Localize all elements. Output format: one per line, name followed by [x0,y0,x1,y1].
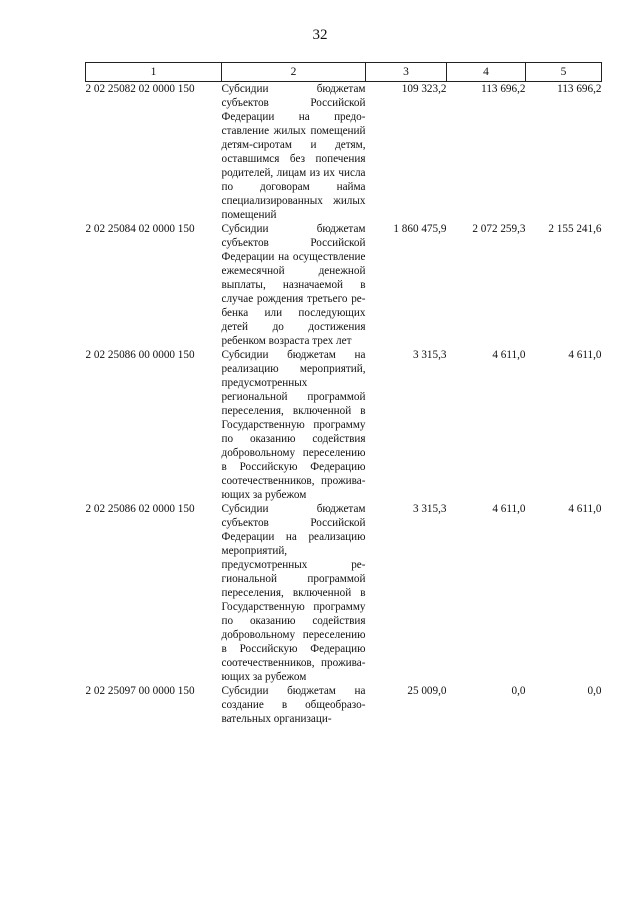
header-col-1: 1 [86,63,222,82]
budget-table [85,62,602,726]
table-row [86,502,602,684]
budget-code: 2 02 25084 02 0000 150 [85,223,195,235]
amount-col-4: 0,0 [511,685,526,697]
table-row [86,222,602,348]
subsidy-description: Субсидии бюджетам на реализацию мероприятий, предусмотренных региональной программой переселения, включенной в Государственную программу по оказанию содействия добровольному переселению в Российскую Федерацию соотечественников, проживающих за рубежом [221,349,366,501]
amount-col-4: 113 696,2 [481,83,526,95]
header-col-4: 4 [447,63,526,82]
header-row [86,63,602,82]
subsidy-description: Субсидии бюджетам субъектов Российской Федерации на реализацию мероприятий, предусмотренных региональной программой переселения, включенной в Государственную программу по оказанию содействия добровольному переселению в Российскую Федерацию соотечественников, проживающих за рубежом [221,503,366,683]
table-row [86,684,602,726]
amount-col-5: 113 696,2 [557,83,602,95]
header-col-3: 3 [366,63,447,82]
table-row [86,82,602,223]
amount-col-4: 2 072 259,3 [472,223,526,235]
amount-col-5: 2 155 241,6 [548,223,602,235]
amount-col-4: 4 611,0 [492,503,526,515]
header-col-5: 5 [526,63,602,82]
amount-col-4: 4 611,0 [492,349,526,361]
amount-col-3: 109 323,2 [401,83,447,95]
amount-col-5: 0,0 [587,685,602,697]
amount-col-3: 1 860 475,9 [393,223,447,235]
amount-col-5: 4 611,0 [568,349,602,361]
table-row [86,348,602,502]
amount-col-5: 4 611,0 [568,503,602,515]
subsidy-description: Субсидии бюджетам субъектов Российской Федерации на осуществление ежемесячной денежной выплаты, назначаемой в случае рождения третьего ребенка или последующих детей до достижения ребенком возраста трех лет [221,223,366,347]
budget-code: 2 02 25086 00 0000 150 [85,349,195,361]
header-col-2: 2 [222,63,366,82]
budget-code: 2 02 25086 02 0000 150 [85,503,195,515]
subsidy-description: Субсидии бюджетам субъектов Российской Федерации на предоставление жилых помещений детям-сиротам и детям, оставшимся без попечения родителей, лицам из их числа по договорам найма специализированных жилых помещений [221,83,366,221]
subsidy-description: Субсидии бюджетам на создание в общеобразовательных организаци- [221,685,366,725]
budget-code: 2 02 25097 00 0000 150 [85,685,195,697]
budget-code: 2 02 25082 02 0000 150 [85,83,195,95]
amount-col-3: 3 315,3 [412,349,447,361]
amount-col-3: 3 315,3 [412,503,447,515]
amount-col-3: 25 009,0 [407,685,447,697]
page-number: 32 [312,27,328,43]
